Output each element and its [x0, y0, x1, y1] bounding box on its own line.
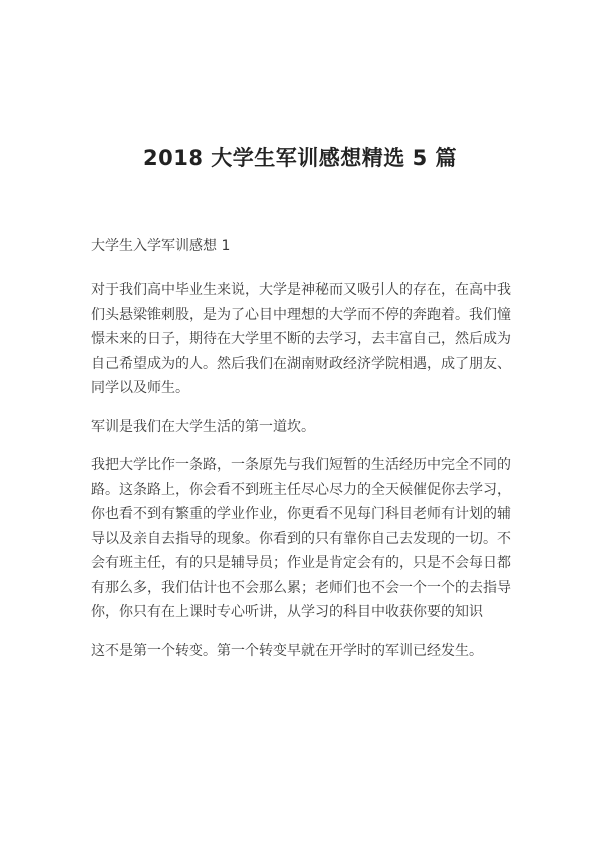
paragraph-line: 会有班主任，有的只是辅导员；作业是肯定会有的，只是不会每日都	[91, 555, 511, 571]
paragraph-line: 军训是我们在大学生活的第一道坎。	[91, 418, 315, 435]
document-title: 2018 大学生军训感想精选 5 篇	[143, 146, 457, 170]
paragraph-line: 导以及亲自去指导的现象。你看到的只有靠你自己去发现的一切。不	[91, 530, 511, 547]
paragraph-line: 我把大学比作一条路，一条原先与我们短暂的生活经历中完全不同的	[91, 457, 511, 473]
paragraph-line: 憬未来的日子，期待在大学里不断的去学习，去丰富自己，然后成为	[91, 331, 511, 347]
paragraph-line: 这不是第一个转变。第一个转变早就在开学时的军训已经发生。	[91, 642, 483, 659]
paragraph-line: 你也看不到有繁重的学业作业，你更看不见每门科目老师有计划的辅	[91, 506, 511, 522]
paragraph-line: 有那么多，我们估计也不会那么累；老师们也不会一个一个的去指导	[91, 579, 511, 596]
paragraph-line: 同学以及师生。	[91, 380, 189, 396]
paragraph	[91, 453, 521, 625]
paragraph	[91, 278, 521, 401]
paragraph	[91, 639, 521, 664]
paragraph-line: 你，你只有在上课时专心听讲，从学习的科目中收获你要的知识	[91, 604, 483, 620]
paragraph-line: 对于我们高中毕业生来说，大学是神秘而又吸引人的存在，在高中我	[91, 282, 511, 298]
paragraph-line: 路。这条路上，你会看不到班主任尽心尽力的全天候催促你去学习，	[91, 481, 511, 498]
paragraph-line: 自己希望成为的人。然后我们在湖南财政经济学院相遇，成了朋友、	[91, 355, 511, 372]
section-subtitle: 大学生入学军训感想 1	[91, 238, 231, 254]
document-body	[91, 234, 521, 677]
paragraph-line: 们头悬梁锥刺股，是为了心目中理想的大学而不停的奔跑着。我们憧	[91, 306, 511, 323]
paragraph	[91, 415, 521, 440]
